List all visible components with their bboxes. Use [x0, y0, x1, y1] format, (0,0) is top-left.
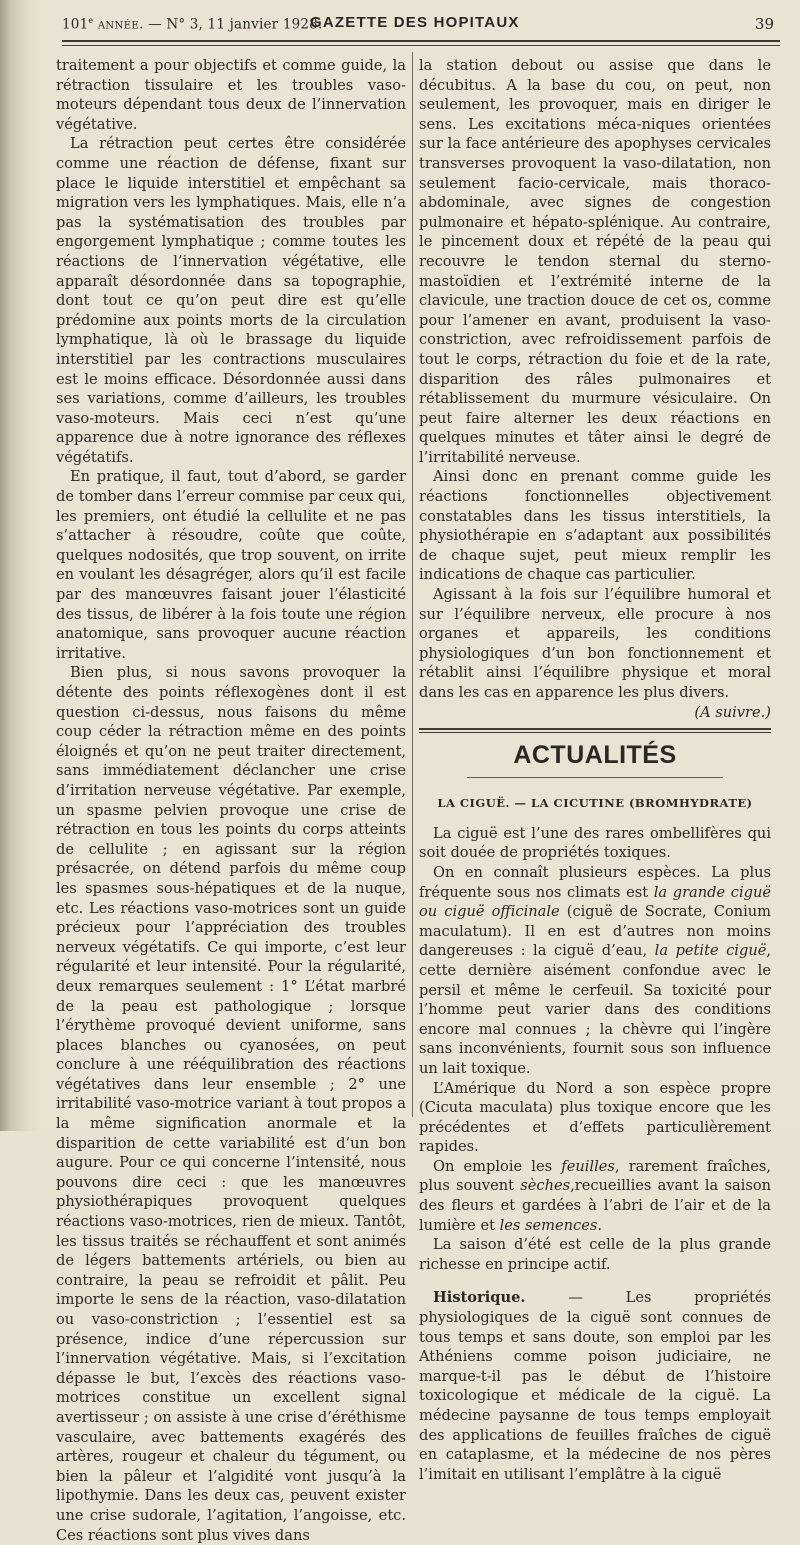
- text-run: ,recueillies avant la saison des fleurs et gardées à l’abri de l’air et de la lumière et: [419, 1177, 772, 1234]
- right-paragraph: la station debout ou assise que dans le décubitus. A la base du cou, on peut, non seulement, les provoquer, mais en diriger le sens. Les excitations méca-niques orientées sur la face antérieure des apophyses cervicales transverses provoquent la vaso-dilatation, non seulement facio-cervicale, mais thoraco-abdominale, avec signes de congestion pulmonaire et hépato-splénique. Au contraire, le pincement doux et répété de la peau qui recouvre le tendon sternal du sterno-mastoïdien et l’extrémité interne de la clavicule, une traction douce de cet os, comme pour l’amener en avant, produisent la vaso-constriction, avec refroidissement parfois de tout le corps, rétraction du foie et de la rate, disparition des râles pulmonaires et rétablissement du murmure vésiculaire. On peut faire alterner les deux réactions en quelques minutes et tâter ainsi le degré de l’irritabilité nerveuse.: [419, 57, 771, 466]
- italic-text: la petite ciguë: [654, 942, 767, 960]
- issue-superscript: e: [88, 16, 94, 25]
- text-run: , rarement fraîches, plus souvent: [419, 1157, 771, 1195]
- text-run: , cette dernière aisément confondue avec le persil et même le cerfeuil. Sa toxicité pour l’homme peut varier dans des conditions encore mal connues ; la chèvre qui l’ingère sans inconvénients, fournit sous son influence un lait toxique.: [419, 942, 771, 1077]
- italic-text: les semences: [499, 1216, 598, 1234]
- journal-title: GAZETTE DES HOPITAUX: [310, 14, 520, 31]
- italic-text: sèches: [520, 1177, 571, 1195]
- issue-annee: ANNÉE: [97, 20, 140, 32]
- article-paragraph: [419, 1157, 771, 1235]
- left-paragraph: traitement a pour objectifs et comme guide, la rétraction tissulaire et les troubles vaso-moteurs dépendant tous deux de l’innervation végétative.: [56, 57, 406, 133]
- right-column: [419, 56, 771, 1484]
- italic-text: feuilles: [561, 1157, 615, 1175]
- text-run: On en connaît plusieurs espèces. La plus fréquente sous nos climats est: [419, 863, 771, 901]
- right-paragraph: Agissant à la fois sur l’équilibre humoral et sur l’équilibre nerveux, elle procure à nos organes et appareils, les conditions physiologiques d’un bon fonctionnement et rétablit ainsi l’équilibre physique et moral dans les cas en apparence les plus divers.: [419, 586, 771, 701]
- issue-date: . — N° 3, 11 janvier 1928.: [139, 16, 323, 33]
- left-paragraph: Bien plus, si nous savons provoquer la détente des points réflexogènes dont il est question ci-dessus, nous faisons du même coup céder la rétraction même en des points éloignés et qu’on ne peut traiter directement, sans immédiatement déclancher une crise d’irritation nerveuse végétative. Par exemple, un spasme pelvien provoque une crise de rétraction en tous les points du corps atteints de cellulite ; en agissant sur la région présacrée, on détend parfois du même coup les spasmes sous-hépatiques et de la nuque, etc. Les réactions vaso-motrices sont un guide précieux pour l’appréciation des troubles nerveux végétatifs. Ce qui importe, c’est leur régularité et leur intensité. Pour la régularité, deux remarques seulement : 1° L’état marbré de la peau est pathologique ; lorsque l’érythème provoqué devient uniforme, sans places blanches ou cyanosées, on peut conclure à une rééquilibration des réactions végétatives dans leur ensemble ; 2° une irritabilité vaso-motrice variant à tout propos a la même signification anormale et la disparition de cette variabilité est d’un bon augure. Pour ce qui concerne l’intensité, nous pouvons dire ceci : que les manœuvres physiothérapiques provoquent quelques réactions vaso-motrices, rien de mieux. Tantôt, les tissus traités se réchauffent et sont animés de légers battements artériels, ou bien au contraire, la peau se refroidit et pâlit. Peu importe le sens de la réaction, vaso-dilatation ou vaso-constriction ; l’essentiel est sa présence, indice d’une répercussion sur l’innervation végétative. Mais, si l’excitation dépasse le but, l’excès des réactions vaso-motrices constitue un excellent signal avertisseur ; on assiste à une crise d’éréthisme vasculaire, avec battements exagérés des artères, rougeur et chaleur du tégument, ou bien la pâleur et l’algidité vont jusqu’à la lipothymie. Dans les deux cas, peuvent exister une crise sudorale, l’agitation, l’angoisse, etc. Ces réactions sont plus vives dans: [56, 664, 406, 1544]
- left-column: [56, 56, 406, 1545]
- italic-text: la grande ciguë ou ciguë officinale: [419, 883, 771, 921]
- page-header: [62, 14, 780, 36]
- article-paragraph: La saison d’été est celle de la plus grande richesse en principe actif.: [419, 1236, 771, 1273]
- paragraph-spacer: [419, 1274, 771, 1288]
- section-separator: [419, 728, 771, 733]
- separator-line: [419, 728, 771, 730]
- left-paragraph: La rétraction peut certes être considérée comme une réaction de défense, fixant sur place le liquide interstitiel et empêchant sa migration vers les lymphatiques. Mais, elle n’a pas la systématisation des troubles par engorgement lymphatique ; comme toutes les réactions de l’innervation végétative, elle apparaît désordonnée dans sa topographie, dont tout ce qu’on peut dire est qu’elle prédomine aux points morts de la circulation lymphatique, là où le brassage du liquide interstitiel par les contractions musculaires est le moins efficace. Désordonnée aussi dans ses variations, comme d’ailleurs, les troubles vaso-moteurs. Mais ceci n’est qu’une apparence due à notre ignorance des réflexes végétatifs.: [56, 135, 406, 466]
- issue-line: [62, 16, 322, 33]
- article-heading: LA CIGUË. — LA CICUTINE (BROMHYDRATE): [437, 796, 753, 811]
- article-paragraph: [419, 863, 771, 1079]
- issue-number: 101: [62, 16, 89, 33]
- historique-text: — Les propriétés physiologiques de la ciguë sont connues de tous temps et sans doute, son emploi par les Athéniens comme poison judiciaire, ne marque-t-il pas le début de l’histoire toxicologique et médicale de la ciguë. La médecine paysanne de tous temps employait des applications de feuilles fraîches de ciguë en cataplasme, et la médecine de nos pères l’imitait en utilisant l’emplâtre à la ciguë: [419, 1289, 771, 1483]
- article-paragraph: [419, 1288, 771, 1484]
- section-title: ACTUALITÉS: [513, 741, 677, 770]
- text-run: (ciguë de Socrate, Conium maculatum). Il en est d’autres non moins dangereuses : la ciguë d’eau,: [419, 903, 771, 960]
- to-be-continued: (A suivre.): [694, 703, 771, 721]
- separator-line: [419, 732, 771, 733]
- article-paragraph: La ciguë est l’une des rares ombellifères qui soit douée de propriétés toxiques.: [419, 824, 771, 862]
- text-run: On emploie les: [433, 1157, 562, 1175]
- text-run: .: [597, 1216, 602, 1234]
- page-number: 39: [754, 15, 774, 33]
- article-paragraph: L’Amérique du Nord a son espèce propre (Cicuta maculata) plus toxique encore que les précédentes et d’effets particulièrement rapides.: [419, 1079, 771, 1156]
- header-rule-thick: [62, 40, 780, 42]
- right-paragraph: Ainsi donc en prenant comme guide les réactions fonctionnelles objectivement constatables dans les tissus interstitiels, la physiothérapie en s’adaptant aux possibilités de chaque sujet, peut mieux remplir les indications de chaque cas particulier.: [419, 468, 771, 584]
- left-paragraph: En pratique, il faut, tout d’abord, se garder de tomber dans l’erreur commise par ceux qui, les premiers, ont étudié la cellulite et ne pas s’attacher à résoudre, coûte que coûte, quelques nodosités, que trop souvent, on irrite en voulant les désagréger, alors qu’il est facile par des manœuvres faisant jouer l’élasticité des tissus, de libérer à la fois toute une région anatomique, sans provoquer aucune réaction irritative.: [56, 468, 406, 662]
- historique-label: Historique.: [433, 1289, 526, 1307]
- header-rule-thin: [62, 45, 780, 46]
- column-divider: [412, 52, 413, 1117]
- section-title-rule: [467, 777, 723, 778]
